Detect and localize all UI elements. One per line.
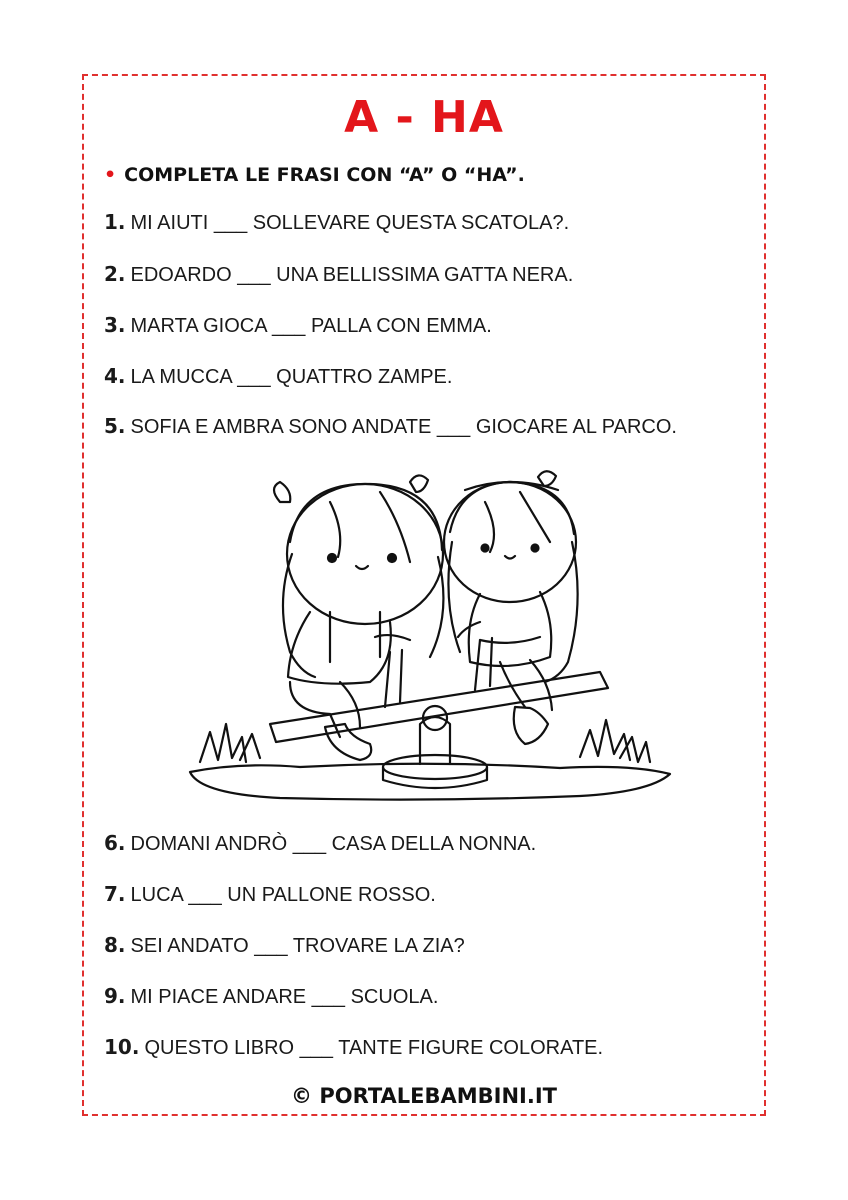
- question-text: EDOARDO ___ UNA BELLISSIMA GATTA NERA.: [130, 264, 574, 286]
- question-text: MARTA GIOCA ___ PALLA CON EMMA.: [130, 315, 492, 337]
- question-number: 2.: [104, 262, 126, 286]
- question-text: SOFIA E AMBRA SONO ANDATE ___ GIOCARE AL PARCO.: [130, 416, 677, 438]
- question-6: [104, 831, 536, 856]
- question-text: QUESTO LIBRO ___ TANTE FIGURE COLORATE.: [144, 1037, 604, 1059]
- question-text: MI AIUTI ___ SOLLEVARE QUESTA SCATOLA?.: [130, 212, 570, 234]
- page-title: A - HA: [344, 92, 504, 143]
- question-9: [104, 984, 438, 1009]
- question-number: 8.: [104, 933, 126, 957]
- question-number: 7.: [104, 882, 126, 906]
- bullet-icon: •: [104, 164, 117, 186]
- question-10: [104, 1035, 603, 1060]
- instruction-text: COMPLETA LE FRASI CON “A” O “HA”.: [124, 164, 525, 186]
- question-5: [104, 414, 677, 439]
- question-number: 10.: [104, 1035, 140, 1059]
- question-number: 9.: [104, 984, 126, 1008]
- question-7: [104, 882, 436, 907]
- question-number: 5.: [104, 414, 126, 438]
- seesaw-girls-illustration: [180, 462, 680, 812]
- question-number: 6.: [104, 831, 126, 855]
- question-3: [104, 313, 492, 338]
- question-2: [104, 262, 573, 287]
- footer-copyright: © PORTALEBAMBINI.IT: [291, 1084, 557, 1108]
- instruction: [104, 164, 525, 186]
- question-number: 4.: [104, 364, 126, 388]
- question-text: SEI ANDATO ___ TROVARE LA ZIA?: [130, 935, 465, 957]
- question-number: 1.: [104, 210, 126, 234]
- question-4: [104, 364, 452, 389]
- question-number: 3.: [104, 313, 126, 337]
- question-text: MI PIACE ANDARE ___ SCUOLA.: [130, 986, 439, 1008]
- question-text: LUCA ___ UN PALLONE ROSSO.: [130, 884, 436, 906]
- question-1: [104, 210, 569, 235]
- question-text: DOMANI ANDRÒ ___ CASA DELLA NONNA.: [130, 833, 537, 855]
- question-8: [104, 933, 465, 958]
- question-text: LA MUCCA ___ QUATTRO ZAMPE.: [130, 366, 453, 388]
